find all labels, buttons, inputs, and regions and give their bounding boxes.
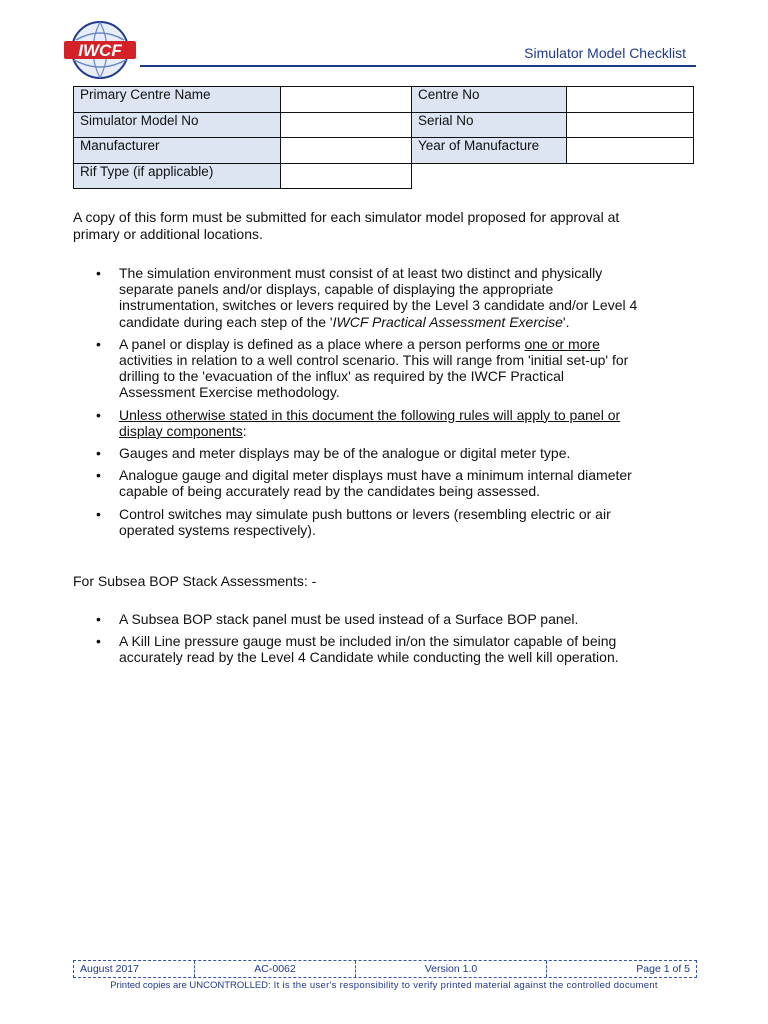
- subsea-list: [0, 611, 639, 672]
- footer-doc-code: AC-0062: [195, 961, 356, 977]
- simulator-model-no-label: Simulator Model No: [74, 112, 281, 138]
- uncontrolled-notice: Printed copies are UNCONTROLLED: It is the user's responsibility to verify printed material against the controlled document: [110, 980, 658, 991]
- footer-page-number: Page 1 of 5: [636, 963, 690, 975]
- rules-list: [0, 265, 639, 544]
- centre-no-label: Centre No: [412, 87, 567, 113]
- intro-paragraph: A copy of this form must be submitted for each simulator model proposed for approval at primary or additional locations.: [73, 209, 620, 242]
- rif-type-label: Rif Type (if applicable): [74, 163, 281, 189]
- centre-info-table: [73, 86, 694, 189]
- iwcf-logo: [62, 18, 138, 82]
- list-item: • A Kill Line pressure gauge must be included in/on the simulator capable of being accurately read by the Level 4 Candidate while conducting the well kill operation.: [0, 633, 639, 665]
- serial-no-field[interactable]: [567, 112, 694, 138]
- footer-version: Version 1.0: [356, 961, 547, 977]
- table-blank: [412, 163, 694, 189]
- manufacturer-field[interactable]: [281, 138, 412, 164]
- list-item: • The simulation environment must consist of at least two distinct and physically separate panels and/or displays, capable of displaying the appropriate instrumentation, switches or levers required by the Level 3 candidate and/or Level 4 candidate during each step of the 'IWCF Practical Assessment Exercise'.: [0, 265, 639, 330]
- logo-text: IWCF: [78, 41, 122, 60]
- list-item: • A Subsea BOP stack panel must be used instead of a Surface BOP panel.: [0, 611, 639, 627]
- list-item: • Analogue gauge and digital meter displays must have a minimum internal diameter capable of being accurately read by the candidates being assessed.: [0, 467, 639, 499]
- list-item: • Unless otherwise stated in this document the following rules will apply to panel or display components:: [0, 407, 639, 439]
- header-divider: [140, 65, 696, 67]
- footer-date: August 2017: [74, 961, 195, 977]
- list-item: • Gauges and meter displays may be of the analogue or digital meter type.: [0, 445, 639, 461]
- list-item: • Control switches may simulate push buttons or levers (resembling electric or air operated systems respectively).: [0, 506, 639, 538]
- page-footer: [73, 960, 697, 978]
- document-title: Simulator Model Checklist: [524, 45, 686, 61]
- year-of-manufacture-label: Year of Manufacture: [412, 138, 567, 164]
- primary-centre-name-field[interactable]: [281, 87, 412, 113]
- list-item: • A panel or display is defined as a place where a person performs one or more activities in relation to a well control scenario. This will range from 'initial set-up' for drilling to the 'evacuation of the influx' as required by the IWCF Practical Assessment Exercise methodology.: [0, 336, 639, 401]
- rif-type-field[interactable]: [281, 163, 412, 189]
- subsea-heading: For Subsea BOP Stack Assessments: -: [73, 573, 317, 589]
- simulator-model-no-field[interactable]: [281, 112, 412, 138]
- serial-no-label: Serial No: [412, 112, 567, 138]
- manufacturer-label: Manufacturer: [74, 138, 281, 164]
- year-of-manufacture-field[interactable]: [567, 138, 694, 164]
- primary-centre-name-label: Primary Centre Name: [74, 87, 281, 113]
- centre-no-field[interactable]: [567, 87, 694, 113]
